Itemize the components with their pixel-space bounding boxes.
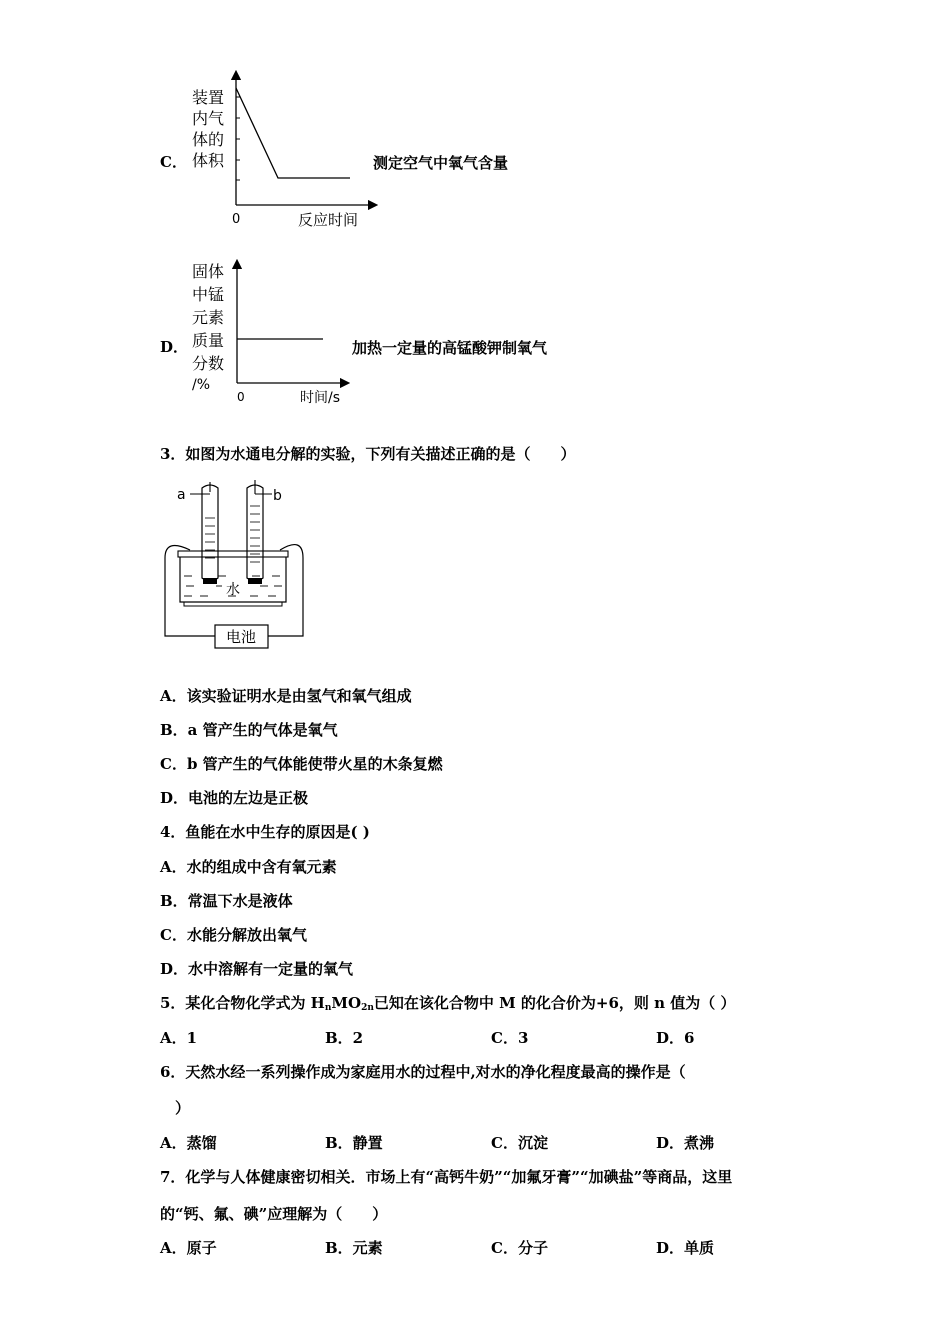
ylabel-line-1: 固体 — [192, 262, 225, 281]
q5-option-b: B．2 — [325, 1029, 364, 1047]
option-c-label: C． — [160, 153, 187, 171]
origin-label: 0 — [237, 390, 245, 404]
q4-stem: 4．鱼能在水中生存的原因是( ) — [160, 823, 370, 841]
gas-volume-chart — [185, 70, 385, 235]
q7-option-b: B．元素 — [325, 1239, 383, 1257]
q5-mid: MO — [331, 994, 362, 1012]
q6-stem-line1: 6．天然水经一系列操作成为家庭用水的过程中,对水的净化程度最高的操作是（ — [160, 1063, 686, 1081]
q5-stem-prefix: 5．某化合物化学式为 H — [160, 994, 325, 1012]
ylabel-line-3: 元素 — [192, 308, 225, 327]
q4-option-d: D．水中溶解有一定量的氧气 — [160, 960, 354, 978]
ylabel-line-3: 体的 — [192, 130, 225, 149]
q6-option-d: D．煮沸 — [656, 1134, 715, 1152]
x-axis-label: 时间/s — [300, 390, 341, 406]
origin-label: 0 — [232, 212, 241, 227]
q7-stem-line1: 7．化学与人体健康密切相关．市场上有“高钙牛奶”“加氟牙膏”“加碘盐”等商品，这里 — [160, 1168, 733, 1186]
q3-option-a: A．该实验证明水是由氢气和氧气组成 — [160, 687, 412, 705]
q3-stem: 3．如图为水通电分解的实验，下列有关描述正确的是（ ） — [160, 445, 576, 463]
ylabel-line-6: /% — [192, 377, 211, 393]
tube-a-label: a — [177, 487, 186, 503]
battery-label: 电池 — [226, 628, 257, 646]
q5-stem — [160, 993, 736, 1018]
q3-option-d: D．电池的左边是正极 — [160, 789, 309, 807]
q4-option-a: A．水的组成中含有氧元素 — [160, 858, 337, 876]
ylabel-line-2: 中锰 — [192, 285, 225, 304]
q3-option-c: C．b 管产生的气体能使带火星的木条复燃 — [160, 755, 443, 773]
q4-option-c: C．水能分解放出氧气 — [160, 926, 307, 944]
q6-option-b: B．静置 — [325, 1134, 383, 1152]
ylabel-line-1: 装置 — [192, 88, 225, 107]
q7-option-c: C．分子 — [491, 1239, 548, 1257]
ylabel-line-5: 分数 — [192, 354, 225, 373]
tube-b-label: b — [273, 488, 282, 504]
q3-option-b: B．a 管产生的气体是氧气 — [160, 721, 338, 739]
x-axis-label: 反应时间 — [298, 211, 359, 229]
water-label: 水 — [226, 582, 240, 598]
q5-stem-suffix: 已知在该化合物中 M 的化合价为+6，则 n 值为（ ） — [373, 994, 736, 1012]
ylabel-line-2: 内气 — [192, 109, 225, 128]
ylabel-line-4: 体积 — [192, 151, 225, 170]
chart-c-description: 测定空气中氧气含量 — [373, 154, 509, 172]
q6-stem-line2: ） — [175, 1099, 191, 1117]
volume-line — [236, 88, 350, 178]
chart-d-description: 加热一定量的高锰酸钾制氧气 — [352, 339, 548, 357]
q6-option-c: C．沉淀 — [491, 1134, 548, 1152]
ylabel-line-4: 质量 — [192, 331, 225, 350]
q5-sub-2n: 2n — [361, 1003, 374, 1013]
q5-sub-n: n — [324, 1003, 332, 1013]
q6-option-a: A．蒸馏 — [160, 1134, 217, 1152]
q4-option-b: B．常温下水是液体 — [160, 892, 293, 910]
manganese-fraction-chart — [185, 258, 355, 408]
option-d-label: D． — [160, 338, 189, 356]
q5-option-a: A．1 — [160, 1029, 198, 1047]
q5-option-d: D．6 — [656, 1029, 695, 1047]
q7-option-d: D．单质 — [656, 1239, 715, 1257]
q5-option-c: C．3 — [491, 1029, 529, 1047]
q7-stem-line2: 的“钙、氟、碘”应理解为（ ） — [160, 1205, 388, 1223]
electrolysis-diagram — [160, 478, 310, 653]
q7-option-a: A．原子 — [160, 1239, 217, 1257]
